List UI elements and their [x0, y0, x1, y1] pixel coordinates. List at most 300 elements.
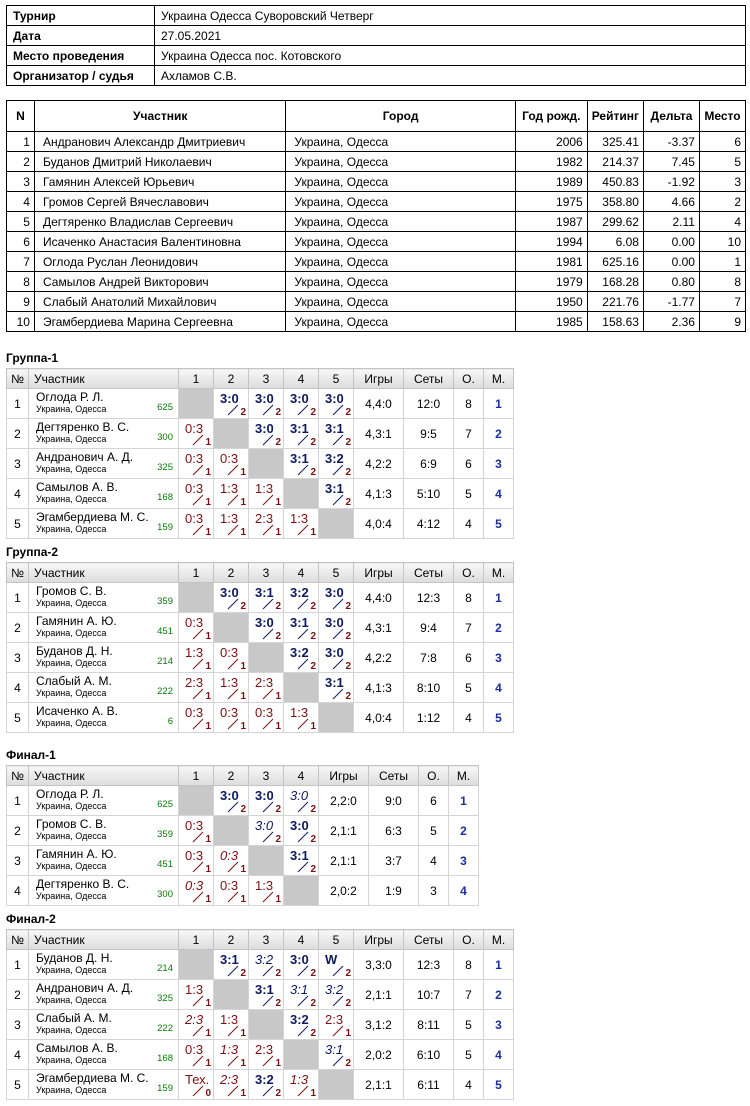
player-name: Андранович А. Д. [36, 449, 134, 464]
match-cell[interactable] [284, 816, 319, 846]
slash-icon [262, 1085, 274, 1097]
match-score: 1:3 [220, 1012, 239, 1027]
player-city: Украина, Одесса [36, 1084, 107, 1095]
games-cell: 2,2:0 [319, 786, 369, 816]
group-table [6, 765, 479, 906]
row-number: 3 [7, 1010, 29, 1040]
participants-header-cell: Рейтинг [587, 101, 643, 132]
slash-icon [192, 891, 204, 903]
group-header-cell: № [7, 766, 29, 786]
match-cell[interactable] [249, 509, 284, 539]
match-result [319, 643, 353, 672]
games-cell: 4,4:0 [354, 583, 404, 613]
match-score: 3:0 [290, 952, 309, 967]
sets-cell: 1:9 [369, 876, 419, 906]
participant-row [7, 292, 746, 312]
match-cell[interactable] [249, 980, 284, 1010]
participant-cell: 4.66 [643, 192, 699, 212]
slash-icon [297, 434, 309, 446]
match-score: 3:1 [290, 421, 309, 436]
info-key: Организатор / судья [7, 66, 155, 86]
sets-cell: 12:0 [404, 389, 454, 419]
match-cell[interactable] [284, 419, 319, 449]
match-cell[interactable] [214, 950, 249, 980]
group-header-cell: Сеты [404, 563, 454, 583]
match-cell[interactable] [284, 509, 319, 539]
match-result [319, 1010, 353, 1039]
participant-cell: Украина, Одесса [286, 312, 515, 332]
match-cell[interactable] [249, 419, 284, 449]
slash-icon [332, 965, 344, 977]
match-score: 2:3 [185, 1012, 204, 1027]
participant-cell: -1.92 [643, 172, 699, 192]
match-points: 2 [310, 864, 316, 875]
match-cell[interactable] [179, 1010, 214, 1040]
participant-cell: 1987 [515, 212, 587, 232]
slash-icon [192, 1025, 204, 1037]
group-header-cell: № [7, 930, 29, 950]
match-cell[interactable] [214, 876, 249, 906]
player-rating: 159 [157, 522, 173, 533]
sets-cell: 8:10 [404, 673, 454, 703]
points-cell: 7 [454, 613, 484, 643]
place-cell: 2 [484, 613, 514, 643]
match-cell[interactable] [214, 479, 249, 509]
points-cell: 5 [454, 673, 484, 703]
match-cell[interactable] [249, 950, 284, 980]
match-points: 2 [310, 968, 316, 979]
match-score: 3:0 [220, 788, 239, 803]
slash-icon [227, 404, 239, 416]
match-cell[interactable] [284, 1010, 319, 1040]
match-result [319, 613, 353, 642]
place-cell: 4 [484, 673, 514, 703]
player-cell [29, 703, 179, 733]
player-city: Украина, Одесса [36, 800, 107, 811]
match-result [249, 583, 283, 612]
match-points: 1 [240, 1028, 246, 1039]
match-cell[interactable] [319, 419, 354, 449]
row-number: 2 [7, 980, 29, 1010]
match-score: 1:3 [220, 511, 239, 526]
group-header-cell: 3 [249, 766, 284, 786]
games-cell: 2,1:1 [354, 1070, 404, 1100]
player-name: Эгамбердиева М. С. [36, 1070, 149, 1085]
player-cell [29, 1070, 179, 1100]
match-result [179, 613, 213, 642]
match-result [249, 786, 283, 815]
sets-cell: 7:8 [404, 643, 454, 673]
slash-icon [332, 1025, 344, 1037]
player-name: Андранович А. Д. [36, 980, 134, 995]
group-row [7, 643, 514, 673]
slash-icon [297, 524, 309, 536]
group-header-cell: 1 [179, 766, 214, 786]
match-result [214, 703, 248, 732]
match-cell[interactable] [179, 509, 214, 539]
match-cell[interactable] [179, 816, 214, 846]
match-score: 0:3 [220, 645, 239, 660]
slash-icon [297, 831, 309, 843]
slash-icon [262, 1055, 274, 1067]
match-cell[interactable] [249, 583, 284, 613]
slash-icon [332, 688, 344, 700]
place-cell: 5 [484, 703, 514, 733]
sets-cell: 6:11 [404, 1070, 454, 1100]
participant-cell: 221.76 [587, 292, 643, 312]
match-cell[interactable] [284, 846, 319, 876]
player-rating: 159 [157, 1083, 173, 1094]
group-header-cell: Сеты [369, 766, 419, 786]
match-points: 1 [310, 527, 316, 538]
match-cell[interactable] [319, 1010, 354, 1040]
player-city: Украина, Одесса [36, 687, 107, 698]
match-cell[interactable] [179, 1070, 214, 1100]
match-cell[interactable] [249, 479, 284, 509]
participant-cell: 7.45 [643, 152, 699, 172]
participant-cell: 1 [7, 132, 35, 152]
match-result [284, 449, 318, 478]
match-cell[interactable] [179, 449, 214, 479]
points-cell: 7 [454, 980, 484, 1010]
group-header-cell: 3 [249, 369, 284, 389]
group-row [7, 1070, 514, 1100]
match-cell[interactable] [214, 673, 249, 703]
match-cell[interactable] [319, 950, 354, 980]
slash-icon [192, 831, 204, 843]
player-cell [29, 643, 179, 673]
match-cell[interactable] [214, 786, 249, 816]
slash-icon [192, 861, 204, 873]
sets-cell: 6:10 [404, 1040, 454, 1070]
match-cell[interactable] [179, 980, 214, 1010]
match-points: 2 [310, 407, 316, 418]
match-cell[interactable] [249, 786, 284, 816]
match-result [214, 479, 248, 508]
match-result [249, 950, 283, 979]
diagonal-cell [179, 583, 214, 613]
match-result [179, 1070, 213, 1099]
slash-icon [192, 1055, 204, 1067]
slash-icon [227, 891, 239, 903]
player-name: Слабый А. М. [36, 1010, 112, 1025]
match-points: 1 [310, 721, 316, 732]
participant-cell: Дегтяренко Владислав Сергеевич [34, 212, 285, 232]
match-cell[interactable] [284, 389, 319, 419]
match-score: 2:3 [255, 1042, 274, 1057]
match-cell[interactable] [214, 509, 249, 539]
match-cell[interactable] [319, 673, 354, 703]
match-cell[interactable] [284, 703, 319, 733]
match-cell[interactable] [214, 389, 249, 419]
info-key: Дата [7, 26, 155, 46]
match-points: 2 [345, 601, 351, 612]
info-value: Ахламов С.В. [155, 66, 746, 86]
group-header-cell: 4 [284, 563, 319, 583]
participant-row [7, 132, 746, 152]
player-city: Украина, Одесса [36, 463, 107, 474]
points-cell: 4 [454, 509, 484, 539]
player-rating: 168 [157, 492, 173, 503]
diagonal-cell [249, 846, 284, 876]
match-cell[interactable] [214, 1010, 249, 1040]
participant-cell: 1950 [515, 292, 587, 312]
match-points: 1 [205, 1028, 211, 1039]
match-points: 2 [275, 407, 281, 418]
diagonal-cell [319, 509, 354, 539]
match-cell[interactable] [284, 786, 319, 816]
match-points: 0 [205, 1088, 211, 1099]
match-cell[interactable] [179, 643, 214, 673]
group-header-row [7, 766, 479, 786]
slash-icon [332, 995, 344, 1007]
place-cell: 1 [484, 950, 514, 980]
match-result [179, 419, 213, 448]
match-score: 3:0 [290, 788, 309, 803]
match-result [249, 509, 283, 538]
group-row [7, 703, 514, 733]
match-score: 3:2 [290, 645, 309, 660]
participant-cell: Украина, Одесса [286, 232, 515, 252]
match-cell[interactable] [214, 703, 249, 733]
diagonal-cell [214, 419, 249, 449]
participant-cell: Украина, Одесса [286, 172, 515, 192]
player-name: Громов С. В. [36, 816, 107, 831]
match-result [319, 419, 353, 448]
participant-cell: 3 [699, 172, 745, 192]
match-score: 3:2 [325, 451, 344, 466]
match-cell[interactable] [249, 1040, 284, 1070]
match-cell[interactable] [214, 583, 249, 613]
info-key: Место проведения [7, 46, 155, 66]
match-cell[interactable] [284, 449, 319, 479]
slash-icon [227, 801, 239, 813]
slash-icon [192, 688, 204, 700]
group-header-cell: М. [484, 563, 514, 583]
participant-cell: 7 [7, 252, 35, 272]
group-header-cell: 1 [179, 369, 214, 389]
games-cell: 4,1:3 [354, 673, 404, 703]
participant-cell: 10 [7, 312, 35, 332]
player-rating: 325 [157, 993, 173, 1004]
participant-cell: Украина, Одесса [286, 292, 515, 312]
match-points: 2 [310, 661, 316, 672]
group-header-cell: Сеты [404, 369, 454, 389]
sets-cell: 3:7 [369, 846, 419, 876]
match-points: 2 [345, 968, 351, 979]
match-result [249, 816, 283, 845]
diagonal-cell [214, 980, 249, 1010]
match-cell[interactable] [214, 449, 249, 479]
match-cell[interactable] [319, 643, 354, 673]
sets-cell: 12:3 [404, 950, 454, 980]
match-cell[interactable] [319, 583, 354, 613]
slash-icon [262, 598, 274, 610]
player-cell [29, 1010, 179, 1040]
participant-cell: Самылов Андрей Викторович [34, 272, 285, 292]
diagonal-cell [319, 703, 354, 733]
match-cell[interactable] [284, 1070, 319, 1100]
player-rating: 300 [157, 432, 173, 443]
player-city: Украина, Одесса [36, 523, 107, 534]
match-result [249, 703, 283, 732]
sets-cell: 9:4 [404, 613, 454, 643]
participant-cell: 1985 [515, 312, 587, 332]
slash-icon [332, 434, 344, 446]
group-header-cell: № [7, 563, 29, 583]
slash-icon [297, 628, 309, 640]
participants-header-cell: Участник [34, 101, 285, 132]
participant-cell: 6 [7, 232, 35, 252]
match-cell[interactable] [284, 583, 319, 613]
match-cell[interactable] [249, 876, 284, 906]
match-cell[interactable] [214, 1070, 249, 1100]
points-cell: 5 [454, 1040, 484, 1070]
participant-cell: 0.00 [643, 252, 699, 272]
place-cell: 1 [484, 583, 514, 613]
player-cell [29, 876, 179, 906]
match-cell[interactable] [284, 980, 319, 1010]
match-cell[interactable] [249, 816, 284, 846]
match-cell[interactable] [249, 703, 284, 733]
player-city: Украина, Одесса [36, 597, 107, 608]
match-cell[interactable] [214, 1040, 249, 1070]
player-cell [29, 583, 179, 613]
match-result [179, 643, 213, 672]
player-cell [29, 613, 179, 643]
match-score: 3:1 [290, 982, 309, 997]
match-cell[interactable] [284, 613, 319, 643]
player-cell [29, 479, 179, 509]
info-value: 27.05.2021 [155, 26, 746, 46]
participant-row [7, 152, 746, 172]
match-score: 0:3 [185, 848, 204, 863]
match-cell[interactable] [249, 1070, 284, 1100]
group-header-cell: № [7, 369, 29, 389]
match-cell[interactable] [214, 846, 249, 876]
match-cell[interactable] [179, 846, 214, 876]
match-cell[interactable] [284, 643, 319, 673]
group-header-cell: 3 [249, 930, 284, 950]
group-header-cell: Игры [354, 369, 404, 389]
group-row [7, 419, 514, 449]
match-cell[interactable] [179, 876, 214, 906]
match-score: 2:3 [185, 675, 204, 690]
sets-cell: 1:12 [404, 703, 454, 733]
player-cell [29, 786, 179, 816]
slash-icon [227, 1055, 239, 1067]
points-cell: 8 [454, 583, 484, 613]
group-row [7, 786, 479, 816]
match-cell[interactable] [179, 613, 214, 643]
match-result [284, 816, 318, 845]
match-score: 3:0 [220, 391, 239, 406]
slash-icon [332, 404, 344, 416]
participant-cell: 1975 [515, 192, 587, 212]
player-cell [29, 449, 179, 479]
row-number: 2 [7, 419, 29, 449]
participant-cell: 6.08 [587, 232, 643, 252]
participant-cell: Украина, Одесса [286, 192, 515, 212]
match-points: 2 [275, 601, 281, 612]
match-cell[interactable] [319, 449, 354, 479]
match-cell[interactable] [319, 613, 354, 643]
slash-icon [192, 1085, 204, 1097]
slash-icon [297, 995, 309, 1007]
match-cell[interactable] [319, 980, 354, 1010]
points-cell: 7 [454, 419, 484, 449]
group-table [6, 368, 514, 539]
match-points: 1 [240, 467, 246, 478]
match-points: 1 [240, 1058, 246, 1069]
slash-icon [262, 718, 274, 730]
participant-cell: 2 [7, 152, 35, 172]
diagonal-cell [179, 786, 214, 816]
group-header-cell: Участник [29, 766, 179, 786]
player-cell [29, 673, 179, 703]
match-cell[interactable] [179, 479, 214, 509]
place-cell: 1 [449, 786, 479, 816]
player-name: Дегтяренко В. С. [36, 419, 130, 434]
match-cell[interactable] [319, 479, 354, 509]
match-score: 1:3 [290, 705, 309, 720]
match-cell[interactable] [284, 950, 319, 980]
match-cell[interactable] [319, 389, 354, 419]
match-cell[interactable] [179, 673, 214, 703]
match-result [214, 509, 248, 538]
sets-cell: 4:12 [404, 509, 454, 539]
match-points: 2 [275, 437, 281, 448]
participant-cell: 1981 [515, 252, 587, 272]
match-points: 2 [310, 467, 316, 478]
sets-cell: 10:7 [404, 980, 454, 1010]
match-result [284, 509, 318, 538]
participants-header-cell: Город [286, 101, 515, 132]
player-cell [29, 419, 179, 449]
player-city: Украина, Одесса [36, 860, 107, 871]
match-cell[interactable] [249, 673, 284, 703]
player-city: Украина, Одесса [36, 1024, 107, 1035]
match-cell[interactable] [249, 389, 284, 419]
match-points: 2 [345, 998, 351, 1009]
info-row [7, 26, 746, 46]
diagonal-cell [214, 613, 249, 643]
player-rating: 300 [157, 889, 173, 900]
match-points: 2 [240, 601, 246, 612]
match-cell[interactable] [179, 703, 214, 733]
group-header-cell: 5 [319, 563, 354, 583]
match-cell[interactable] [179, 419, 214, 449]
match-score: 0:3 [185, 1042, 204, 1057]
match-cell[interactable] [249, 613, 284, 643]
match-cell[interactable] [319, 1040, 354, 1070]
match-score: 0:3 [185, 451, 204, 466]
participant-cell: Эгамбердиева Марина Сергеевна [34, 312, 285, 332]
participant-cell: Буданов Дмитрий Николаевич [34, 152, 285, 172]
match-score: 3:1 [325, 481, 344, 496]
participant-row [7, 192, 746, 212]
match-cell[interactable] [214, 643, 249, 673]
match-cell[interactable] [179, 1040, 214, 1070]
participant-cell: 2006 [515, 132, 587, 152]
match-score: W [325, 952, 338, 967]
match-result [214, 876, 248, 905]
match-score: 0:3 [220, 848, 239, 863]
match-result [214, 846, 248, 875]
diagonal-cell [284, 876, 319, 906]
group-header-row [7, 563, 514, 583]
match-result [284, 703, 318, 732]
